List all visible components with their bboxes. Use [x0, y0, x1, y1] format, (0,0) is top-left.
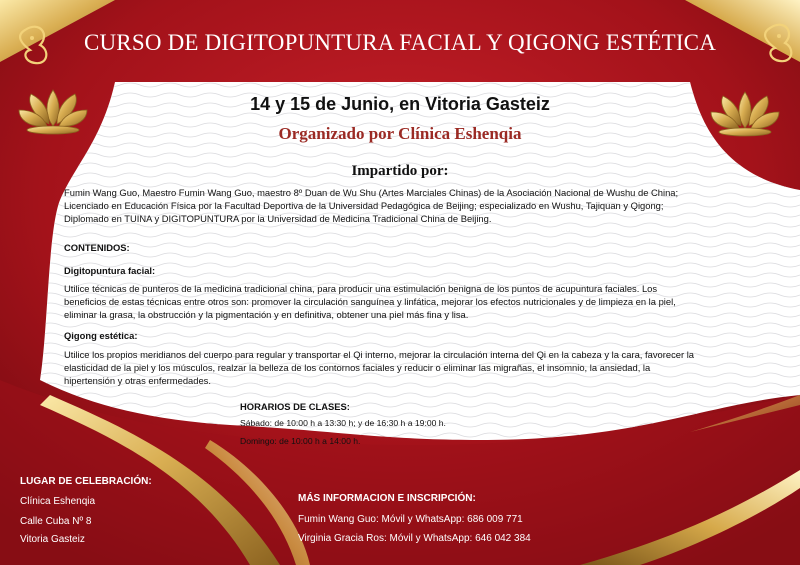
info-heading: MÁS INFORMACION E INSCRIPCIÓN: [298, 493, 476, 504]
bio-line: Fumin Wang Guo, Maestro Fumin Wang Guo, maestro 8º Duan de Wu Shu (Artes Marciales Chinas) de la Asociación Nacional de Wushu de China; [64, 187, 679, 198]
bio-line: Licenciado en Educación Física por la Facultad Deportiva de la Universidad Pedagógica de Beijing; especializado en Wushu, Tajiquan y Qigong; [64, 200, 664, 211]
page-title: CURSO DE DIGITOPUNTURA FACIAL Y QIGONG ESTÉTICA [83, 30, 717, 55]
venue-street: Calle Cuba Nº 8 [20, 516, 92, 527]
venue-heading: LUGAR DE CELEBRACIÓN: [20, 476, 152, 487]
contact-virginia: Virginia Gracia Ros: Móvil y WhatsApp: 646 042 384 [298, 533, 531, 544]
schedule-saturday: Sábado: de 10:00 h a 13:30 h; y de 16:30 h a 19:00 h. [240, 418, 446, 428]
schedule-sunday: Domingo: de 10:00 h a 14:00 h. [240, 436, 361, 446]
facial-line: beneficios de estas técnicas entre otros son: promover la circulación sanguínea y linfática, mejorar los efectos nutricionales y de limpieza en la piel, [64, 296, 676, 307]
venue-city: Vitoria Gasteiz [20, 534, 85, 545]
qigong-heading: Qigong estética: [64, 330, 138, 341]
organizer-line: Organizado por Clínica Eshenqia [278, 124, 522, 143]
contact-fumin: Fumin Wang Guo: Móvil y WhatsApp: 686 009 771 [298, 514, 523, 525]
qigong-line: elasticidad de la piel y los músculos, realzar la belleza de los contornos faciales y reducir o eliminar las migrañas, el insomnio, la ansiedad, la [64, 362, 651, 373]
venue-name: Clínica Eshenqia [20, 496, 96, 507]
qigong-line: hipertensión y otras enfermedades. [64, 375, 211, 386]
bio-line: Diplomado en TUINA y DIGITOPUNTURA por la Universidad de Medicina Tradicional China de Beijing. [64, 213, 492, 224]
qigong-description [64, 348, 764, 387]
qigong-line: Utilice los propios meridianos del cuerpo para regular y transportar el Qi interno, mejorar la circulación interna del Qi en la cabeza y la cara, favorecer la [64, 349, 694, 360]
event-date: 14 y 15 de Junio, en Vitoria Gasteiz [250, 94, 550, 114]
facial-heading: Digitopuntura facial: [64, 265, 156, 276]
facial-line: eliminar la grasa, la obstrucción y la pigmentación y en definitiva, obtener una piel más fina y lisa. [64, 309, 469, 320]
instructor-bio [64, 186, 754, 225]
facial-description [64, 282, 754, 321]
instructor-heading: Impartido por: [351, 163, 449, 179]
contents-heading: CONTENIDOS: [64, 242, 130, 253]
schedule-heading: HORARIOS DE CLASES: [240, 401, 350, 412]
facial-line: Utilice técnicas de punteros de la medicina tradicional china, para producir una estimulación benigna de los puntos de acupuntura faciales. Los [64, 283, 658, 294]
